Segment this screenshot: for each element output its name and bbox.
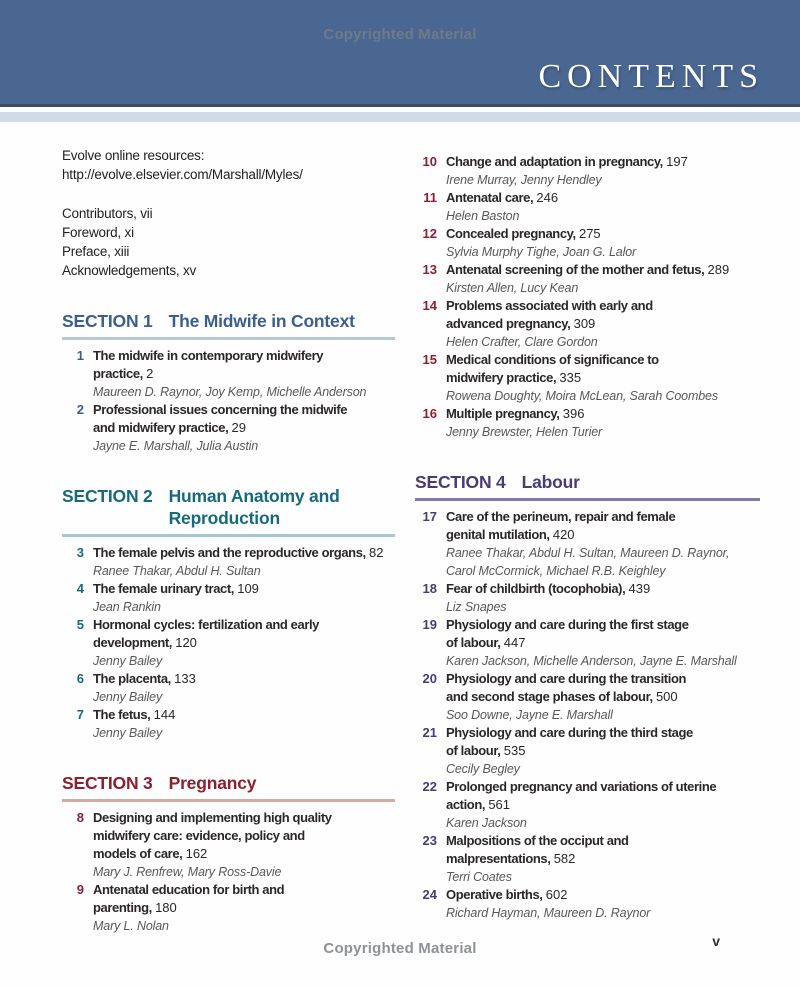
chapter-title	[446, 670, 760, 706]
chapter-authors: Ranee Thakar, Abdul H. Sultan	[93, 564, 261, 578]
chapter-number: 1	[76, 348, 84, 363]
chapter-title-line: Hormonal cycles: fertilization and early	[93, 617, 320, 632]
chapter-page-number: 289	[707, 262, 730, 277]
chapter-title-line: Antenatal education for birth and	[93, 882, 285, 897]
chapter-title-line: midwifery care: evidence, policy and	[93, 828, 305, 843]
chapter-number: 3	[76, 545, 84, 560]
toc-entry	[415, 724, 760, 778]
toc-entry	[415, 405, 760, 441]
chapter-page-number: 2	[146, 366, 154, 381]
banner	[0, 0, 800, 104]
chapter-page-number: 335	[559, 370, 582, 385]
chapter-authors: Ranee Thakar, Abdul H. Sultan, Maureen D. Raynor, Carol McCormick, Michael R.B. Keighley	[446, 546, 730, 578]
section-title-line: Reproduction	[168, 508, 280, 528]
chapter-body	[446, 832, 760, 886]
chapter-authors: Mary L. Nolan	[93, 919, 169, 933]
section-title-line: The Midwife in Context	[168, 311, 355, 331]
chapter-title	[446, 580, 760, 598]
chapter-body	[446, 886, 760, 922]
chapter-authors: Karen Jackson	[446, 816, 527, 830]
toc-entry	[415, 189, 760, 225]
chapter-number: 17	[422, 509, 437, 524]
chapter-title	[93, 401, 395, 437]
toc-entry	[415, 670, 760, 724]
chapter-number: 6	[76, 671, 84, 686]
chapter-title-line: and second stage phases of labour, 500	[446, 689, 678, 704]
section-label: SECTION 1	[62, 311, 153, 331]
chapter-title	[446, 832, 760, 868]
chapter-list	[415, 153, 760, 441]
chapter-title-line: Professional issues concerning the midwife	[93, 402, 348, 417]
section-rule	[62, 337, 395, 340]
chapter-title-line: The female pelvis and the reproductive organs, 82	[93, 545, 384, 560]
chapter-body	[446, 405, 760, 441]
toc-entry	[415, 261, 760, 297]
chapter-title-line: Operative births, 602	[446, 887, 568, 902]
section-label: SECTION 3	[62, 773, 153, 793]
chapter-authors: Irene Murray, Jenny Hendley	[446, 173, 602, 187]
chapter-number: 21	[422, 725, 437, 740]
chapter-body	[93, 809, 395, 881]
chapter-authors: Terri Coates	[446, 870, 512, 884]
chapter-title-line: development, 120	[93, 635, 197, 650]
chapter-page-number: 439	[628, 581, 651, 596]
chapter-number: 13	[422, 262, 437, 277]
chapter-body	[446, 778, 760, 832]
chapter-title-line: Change and adaptation in pregnancy, 197	[446, 154, 688, 169]
chapter-page-number: 180	[155, 900, 177, 915]
footer-copyright-label: Copyrighted Material	[323, 940, 477, 957]
chapter-number: 16	[422, 406, 437, 421]
front-matter	[62, 146, 395, 280]
toc-entry	[62, 706, 395, 742]
section-block	[62, 772, 395, 935]
section-title-line: Pregnancy	[168, 773, 257, 793]
chapter-title	[93, 544, 395, 562]
chapter-title	[446, 724, 760, 760]
toc-entry	[62, 881, 395, 935]
front-matter-line: Contributors, vii	[62, 206, 153, 221]
chapter-body	[446, 225, 760, 261]
chapter-number: 9	[76, 882, 84, 897]
front-matter-line: Preface, xiii	[62, 244, 130, 259]
toc-entry	[415, 832, 760, 886]
chapter-number: 5	[76, 617, 84, 632]
chapter-page-number: 500	[655, 689, 678, 704]
chapter-title	[93, 616, 395, 652]
section-title	[522, 471, 580, 493]
chapter-authors: Jayne E. Marshall, Julia Austin	[93, 439, 259, 453]
section-heading	[62, 772, 395, 794]
chapter-number: 4	[76, 581, 84, 596]
chapter-body	[446, 580, 760, 616]
chapter-title-line: Multiple pregnancy, 396	[446, 406, 585, 421]
chapter-page-number: 582	[553, 851, 576, 866]
toc-entry	[415, 778, 760, 832]
toc-entry	[415, 886, 760, 922]
section-label: SECTION 2	[62, 486, 153, 506]
chapter-page-number: 447	[503, 635, 526, 650]
chapter-authors: Helen Baston	[446, 209, 520, 223]
front-resources	[62, 146, 395, 184]
chapter-list	[415, 508, 760, 922]
chapter-number: 18	[422, 581, 437, 596]
chapter-authors: Cecily Begley	[446, 762, 520, 776]
chapter-title-line: Physiology and care during the first stage	[446, 617, 689, 632]
toc-entry	[415, 616, 760, 670]
toc-entry	[62, 347, 395, 401]
toc-content	[0, 122, 800, 935]
front-matter-line: http://evolve.elsevier.com/Marshall/Myles/	[62, 167, 303, 182]
section-title	[169, 310, 355, 332]
chapter-page-number: 275	[578, 226, 601, 241]
chapter-title-line: of labour, 535	[446, 743, 526, 758]
chapter-title	[446, 351, 760, 387]
chapter-page-number: 133	[174, 671, 196, 686]
section-title-line: Human Anatomy and	[168, 486, 340, 506]
chapter-authors: Jenny Bailey	[93, 654, 163, 668]
front-matter-line: Acknowledgements, xv	[62, 263, 197, 278]
chapter-title-line: Malpositions of the occiput and	[446, 833, 629, 848]
chapter-title-line: Concealed pregnancy, 275	[446, 226, 601, 241]
chapter-title	[446, 225, 760, 243]
toc-entry	[62, 809, 395, 881]
chapter-title-line: parenting, 180	[93, 900, 177, 915]
chapter-page-number: 602	[545, 887, 568, 902]
chapter-body	[93, 706, 395, 742]
toc-entry	[415, 225, 760, 261]
chapter-list	[62, 544, 395, 742]
section-rule	[62, 799, 395, 802]
chapter-body	[93, 881, 395, 935]
section-rule	[62, 534, 395, 537]
chapter-authors: Jenny Brewster, Helen Turier	[446, 425, 603, 439]
chapter-authors: Soo Downe, Jayne E. Marshall	[446, 708, 613, 722]
chapter-authors: Liz Snapes	[446, 600, 507, 614]
chapter-title-line: Fear of childbirth (tocophobia), 439	[446, 581, 651, 596]
chapter-body	[446, 261, 760, 297]
chapter-list	[62, 809, 395, 935]
chapter-title	[93, 881, 395, 917]
chapter-title-line: practice, 2	[93, 366, 154, 381]
chapter-page-number: 396	[562, 406, 585, 421]
chapter-title-line: The female urinary tract, 109	[93, 581, 259, 596]
chapter-page-number: 246	[536, 190, 559, 205]
chapter-title-line: Physiology and care during the third stage	[446, 725, 693, 740]
section-block	[62, 310, 395, 455]
section-label: SECTION 4	[415, 472, 506, 492]
chapter-title-line: The midwife in contemporary midwifery	[93, 348, 324, 363]
section-title	[169, 772, 257, 794]
section-heading	[62, 310, 395, 332]
chapter-number: 11	[423, 190, 437, 205]
chapter-authors: Richard Hayman, Maureen D. Raynor	[446, 906, 651, 920]
chapter-title	[446, 153, 760, 171]
chapter-title-line: advanced pregnancy, 309	[446, 316, 596, 331]
chapter-number: 23	[422, 833, 437, 848]
chapter-title-line: models of care, 162	[93, 846, 208, 861]
chapter-title	[446, 297, 760, 333]
section-chapters-continued	[415, 153, 760, 441]
chapter-title	[93, 670, 395, 688]
toc-entry	[62, 580, 395, 616]
chapter-body	[446, 189, 760, 225]
chapter-title-line: and midwifery practice, 29	[93, 420, 246, 435]
chapter-number: 12	[422, 226, 437, 241]
chapter-body	[93, 580, 395, 616]
chapter-authors: Kirsten Allen, Lucy Kean	[446, 281, 579, 295]
chapter-number: 8	[76, 810, 84, 825]
chapter-title-line: Designing and implementing high quality	[93, 810, 332, 825]
chapter-authors: Sylvia Murphy Tighe, Joan G. Lalor	[446, 245, 637, 259]
left-column	[62, 146, 395, 935]
toc-entry	[62, 616, 395, 670]
section-block	[62, 485, 395, 742]
chapter-title-line: Problems associated with early and	[446, 298, 653, 313]
chapter-number: 15	[422, 352, 437, 367]
chapter-authors: Jenny Bailey	[93, 726, 163, 740]
front-pages	[62, 204, 395, 280]
chapter-title	[446, 261, 760, 279]
chapter-body	[93, 616, 395, 670]
chapter-authors: Rowena Doughty, Moira McLean, Sarah Coombes	[446, 389, 718, 403]
chapter-body	[93, 401, 395, 455]
chapter-title	[446, 778, 760, 814]
chapter-body	[446, 724, 760, 778]
chapter-page-number: 82	[368, 545, 384, 560]
chapter-page-number: 120	[175, 635, 197, 650]
toc-entry	[415, 153, 760, 189]
right-column	[415, 146, 760, 935]
chapter-authors: Maureen D. Raynor, Joy Kemp, Michelle Anderson	[93, 385, 367, 399]
chapter-title	[446, 508, 760, 544]
banner-underline-light	[0, 112, 800, 122]
section-heading	[62, 485, 395, 529]
chapter-title	[93, 580, 395, 598]
chapter-body	[93, 347, 395, 401]
chapter-title-line: midwifery practice, 335	[446, 370, 582, 385]
chapter-body	[446, 670, 760, 724]
chapter-body	[446, 297, 760, 351]
chapter-body	[446, 508, 760, 580]
chapter-title	[446, 405, 760, 423]
chapter-page-number: 197	[666, 154, 688, 169]
chapter-number: 7	[76, 707, 84, 722]
toc-entry	[62, 544, 395, 580]
chapter-number: 20	[422, 671, 437, 686]
chapter-body	[446, 153, 760, 189]
section-title-line: Labour	[521, 472, 580, 492]
chapter-title-line: Care of the perineum, repair and female	[446, 509, 676, 524]
chapter-title-line: Prolonged pregnancy and variations of uterine	[446, 779, 717, 794]
page-folio: v	[712, 933, 720, 949]
chapter-title-line: malpresentations, 582	[446, 851, 576, 866]
chapter-title-line: Physiology and care during the transition	[446, 671, 687, 686]
chapter-authors: Mary J. Renfrew, Mary Ross-Davie	[93, 865, 282, 879]
chapter-title-line: Antenatal screening of the mother and fetus, 289	[446, 262, 730, 277]
chapter-title	[93, 809, 395, 863]
chapter-authors: Karen Jackson, Michelle Anderson, Jayne E. Marshall	[446, 654, 737, 668]
front-matter-line: Evolve online resources:	[62, 148, 205, 163]
chapter-number: 19	[422, 617, 437, 632]
chapter-body	[93, 670, 395, 706]
chapter-authors: Jean Rankin	[93, 600, 161, 614]
chapter-title-line: Antenatal care, 246	[446, 190, 559, 205]
banner-copyright-label: Copyrighted Material	[323, 26, 477, 43]
chapter-number: 22	[422, 779, 437, 794]
chapter-page-number: 162	[185, 846, 208, 861]
chapter-title-line: genital mutilation, 420	[446, 527, 575, 542]
chapter-body	[93, 544, 395, 580]
section-rule	[415, 498, 760, 501]
chapter-body	[446, 351, 760, 405]
section-heading	[415, 471, 760, 493]
toc-entry	[62, 670, 395, 706]
chapter-title-line: of labour, 447	[446, 635, 526, 650]
chapter-list	[62, 347, 395, 455]
chapter-title-line: The placenta, 133	[93, 671, 196, 686]
chapter-number: 24	[422, 887, 437, 902]
chapter-page-number: 309	[573, 316, 596, 331]
toc-entry	[62, 401, 395, 455]
contents-title: CONTENTS	[538, 58, 764, 95]
toc-entry	[415, 297, 760, 351]
toc-entry	[415, 508, 760, 580]
front-matter-line: Foreword, xi	[62, 225, 134, 240]
section-block	[415, 471, 760, 922]
chapter-authors: Helen Crafter, Clare Gordon	[446, 335, 598, 349]
chapter-title	[93, 706, 395, 724]
chapter-title	[446, 616, 760, 652]
toc-entry	[415, 580, 760, 616]
chapter-page-number: 144	[153, 707, 176, 722]
chapter-page-number: 29	[231, 420, 246, 435]
chapter-page-number: 420	[552, 527, 575, 542]
chapter-authors: Jenny Bailey	[93, 690, 163, 704]
chapter-page-number: 535	[503, 743, 526, 758]
chapter-page-number: 561	[488, 797, 511, 812]
chapter-title-line: The fetus, 144	[93, 707, 176, 722]
chapter-title	[93, 347, 395, 383]
chapter-title-line: action, 561	[446, 797, 511, 812]
chapter-number: 2	[76, 402, 84, 417]
section-title	[169, 485, 340, 529]
chapter-title	[446, 886, 760, 904]
chapter-body	[446, 616, 760, 670]
chapter-number: 10	[422, 154, 437, 169]
chapter-page-number: 109	[237, 581, 259, 596]
chapter-title	[446, 189, 760, 207]
chapter-title-line: Medical conditions of significance to	[446, 352, 659, 367]
toc-entry	[415, 351, 760, 405]
chapter-number: 14	[422, 298, 437, 313]
